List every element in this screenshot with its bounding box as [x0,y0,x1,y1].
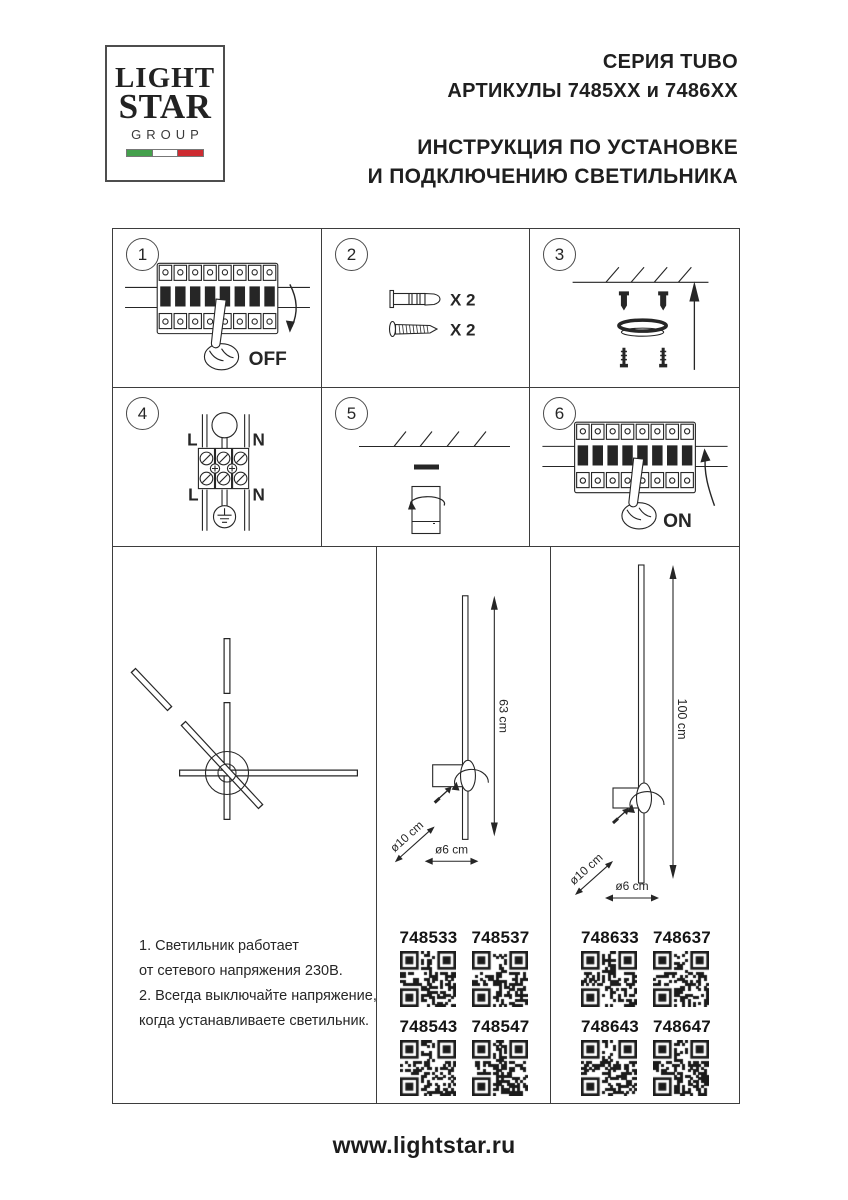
step-2-number: 2 [335,238,368,271]
note-line: 1. Светильник работает [139,938,299,954]
height-label: 100 cm [675,698,689,740]
step-6-number: 6 [543,397,576,430]
note-line: когда устанавливаете светильник. [139,1013,370,1029]
anchor-icons [619,291,668,310]
terminal-block-icon [198,448,248,488]
qr-code [653,1040,709,1096]
lamp-front-view-drawing [113,547,377,917]
website-url: www.lightstar.ru [332,1132,516,1158]
header-title-block [368,48,738,191]
step-1-cell [113,229,322,388]
screw-qty-label: X 2 [450,320,476,340]
canopy-cylinder-icon [412,487,440,534]
article-number: 748537 [471,928,530,947]
article-number: 748533 [399,928,458,947]
lightstar-logo [105,45,225,182]
ceiling-hatch [573,267,709,282]
article-number: 748637 [653,928,711,947]
note-line: 2. Всегда выключайте напряжение, [139,988,377,1004]
qr-code [400,1040,456,1096]
flag-green-segment [127,150,152,156]
product-100cm-column [551,547,739,1103]
wire-loop-icon [212,413,237,438]
tube [639,565,645,883]
screw-icons [620,348,667,368]
safety-notes [113,934,376,1034]
step-1-number: 1 [126,238,159,271]
wall-mount [613,788,639,808]
flag-red-segment [178,150,203,156]
qr-grid-63cm [377,928,550,1096]
qr-grid-100cm [551,928,739,1096]
instruction-title-line2: И ПОДКЛЮЧЕНИЮ СВЕТИЛЬНИКА [367,165,738,188]
product-63cm-column [377,547,551,1103]
rotary-joint [637,783,652,813]
diagonal-tube [133,670,261,807]
step-6-cell [530,388,739,547]
qr-code [472,951,528,1007]
steps-grid [113,229,739,547]
lamp-63cm-drawing [377,547,550,915]
products-section [113,547,739,1103]
height-dimension [491,596,510,837]
product-qr-unit [472,928,528,1007]
logo-word-star: STAR [118,86,212,126]
terminal-label-N-top: N [252,430,265,450]
product-qr-unit [581,928,637,1007]
product-qr-unit [400,1017,456,1096]
step-2-cell [322,229,530,388]
terminal-label-L-bottom: L [188,485,199,505]
canopy-icon [619,320,666,336]
arrow-up-icon [689,281,699,370]
tube-diameter-dimension [605,879,659,902]
qr-code [400,951,456,1007]
tube-diameter-label: ø6 cm [435,842,469,857]
articles-line: АРТИКУЛЫ 7485XX и 7486XX [447,80,738,102]
screw-arrow-icon [613,808,629,823]
qr-code [472,1040,528,1096]
note-line: от сетевого напряжения 230В. [139,963,343,979]
wall-mount [433,765,463,787]
article-number: 748633 [581,928,639,947]
on-label: ON [663,510,692,532]
ceiling-hatch [359,432,510,447]
arrow-down-icon [286,284,296,332]
tube [463,596,468,840]
article-number: 748547 [471,1017,530,1036]
off-label: OFF [248,348,287,370]
flag-white-segment [152,150,179,156]
dowel-icon [390,291,440,308]
logo-word-group: GROUP [131,127,204,143]
article-number: 748647 [653,1017,711,1036]
product-qr-unit [653,1017,709,1096]
qr-code [581,1040,637,1096]
product-qr-unit [581,1017,637,1096]
dowel-qty-label: X 2 [450,290,476,310]
italian-flag-bar [126,149,204,157]
rotary-joint [461,760,476,791]
mounting-plate-icon [414,465,439,470]
product-qr-unit [653,928,709,1007]
mount-diameter-dimension [566,850,613,895]
product-qr-unit [472,1017,528,1096]
qr-code [581,951,637,1007]
step-3-cell [530,229,739,388]
mount-diameter-dimension [387,818,434,862]
qr-code [653,951,709,1007]
series-title: СЕРИЯ TUBO [602,51,738,73]
step-5-cell [322,388,530,547]
terminal-label-L-top: L [187,430,198,450]
mount-diameter-label: ø10 cm [566,850,606,888]
instruction-title [368,133,738,191]
terminal-label-N-bottom: N [252,485,265,505]
ground-symbol-icon [213,506,235,528]
tube-diameter-label: ø6 cm [615,879,649,893]
step-4-cell [113,388,322,547]
mount-diameter-label: ø10 cm [387,817,427,855]
article-number: 748543 [399,1017,458,1036]
screw-icon [390,322,438,337]
tube-diameter-dimension [425,842,479,864]
screw-arrow-icon [435,787,452,803]
step-4-number: 4 [126,397,159,430]
height-label: 63 cm [496,699,511,733]
article-number: 748643 [581,1017,639,1036]
content-frame [112,228,740,1104]
instruction-title-line1: ИНСТРУКЦИЯ ПО УСТАНОВКЕ [417,136,738,159]
lamp-100cm-drawing [551,547,739,915]
front-view-column [113,547,377,1103]
arrow-up-icon [700,448,714,505]
height-dimension [670,565,690,879]
product-qr-unit [400,928,456,1007]
step-3-number: 3 [543,238,576,271]
step-5-number: 5 [335,397,368,430]
logo-word-light: LIGHT [114,62,216,94]
